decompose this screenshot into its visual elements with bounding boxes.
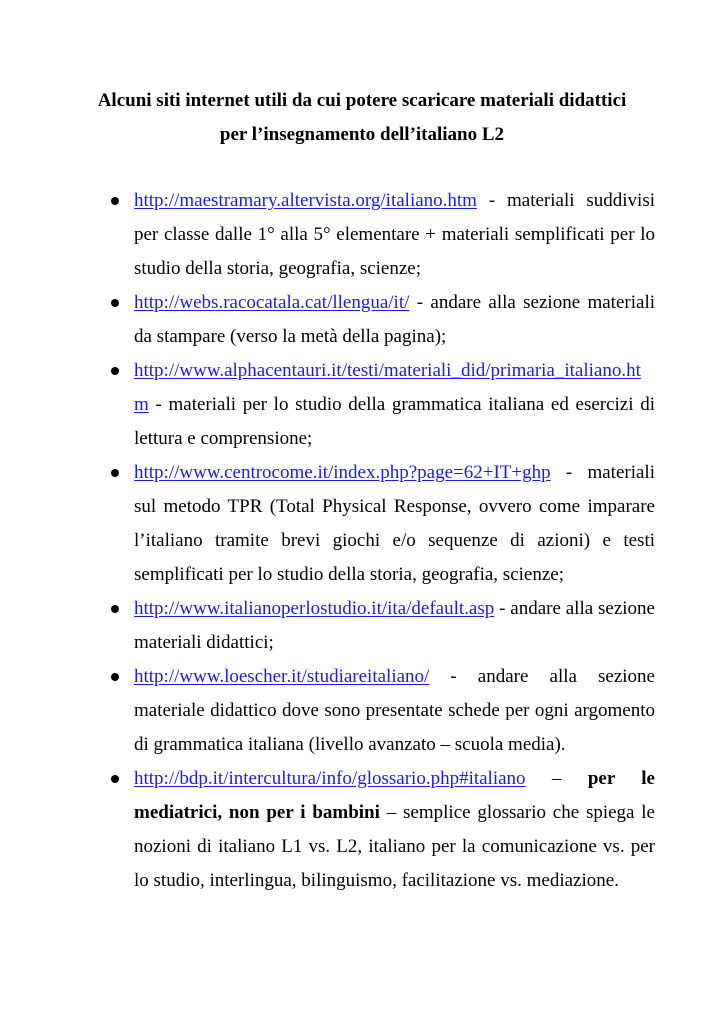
list-item [0, 592, 655, 660]
list-item [0, 762, 655, 898]
list-item-text: - andare alla sezione materiali didattici; [134, 598, 655, 653]
list-item-text: - materiali sul metodo TPR (Total Physical Response, ovvero come imparare l’italiano tramite brevi giochi e/o sequenze di azioni) e testi semplificati per lo studio della storia, geografia, scienze; [134, 462, 655, 585]
bullet-icon [111, 197, 119, 205]
bullet-icon [111, 673, 119, 681]
link-bdp-glossario[interactable]: http://bdp.it/intercultura/info/glossario.php#italiano [134, 768, 526, 789]
list-item-text: - andare alla sezione materiale didattico dove sono presentate schede per ogni argomento di grammatica italiana (livello avanzato – scuola media). [134, 666, 655, 755]
link-alphacentauri[interactable]: http://www.alphacentauri.it/testi/materiali_did/primaria_italiano.htm [134, 360, 641, 415]
list-item-text: - andare alla sezione materiali da stampare (verso la metà della pagina); [134, 292, 655, 347]
list-item-text: - materiali per lo studio della grammatica italiana ed esercizi di lettura e comprensione; [134, 394, 655, 449]
link-italianoperlostudio[interactable]: http://www.italianoperlostudio.it/ita/default.asp [134, 598, 495, 619]
list-item [0, 660, 655, 762]
bullet-icon [111, 775, 119, 783]
bullet-icon [111, 299, 119, 307]
list-item-bold-note: per le mediatrici, non per i bambini [134, 768, 655, 823]
list-item-text: - materiali suddivisi per classe dalle 1° alla 5° elementare + materiali semplificati per lo studio della storia, geografia, scienze; [134, 190, 655, 279]
bullet-icon [111, 605, 119, 613]
bullet-icon [111, 367, 119, 375]
link-racocatala[interactable]: http://webs.racocatala.cat/llengua/it/ [134, 292, 410, 313]
link-centrocome[interactable]: http://www.centrocome.it/index.php?page=62+IT+ghp [134, 462, 551, 483]
document-title-line-1: Alcuni siti internet utili da cui potere scaricare materiali didattici [97, 90, 627, 111]
document-title-line-2: per l’insegnamento dell’italiano L2 [219, 124, 505, 145]
list-item [0, 456, 655, 592]
list-item [0, 184, 655, 286]
list-item [0, 286, 655, 354]
bullet-icon [111, 469, 119, 477]
list-item [0, 354, 655, 456]
list-item-text: – semplice glossario che spiega le nozioni di italiano L1 vs. L2, italiano per la comunicazione vs. per lo studio, interlingua, bilinguismo, facilitazione vs. mediazione. [134, 802, 655, 891]
link-maestramary[interactable]: http://maestramary.altervista.org/italiano.htm [134, 190, 477, 211]
link-loescher[interactable]: http://www.loescher.it/studiareitaliano/ [134, 666, 430, 687]
links-list [0, 184, 724, 898]
list-item-dash: – [525, 768, 588, 789]
